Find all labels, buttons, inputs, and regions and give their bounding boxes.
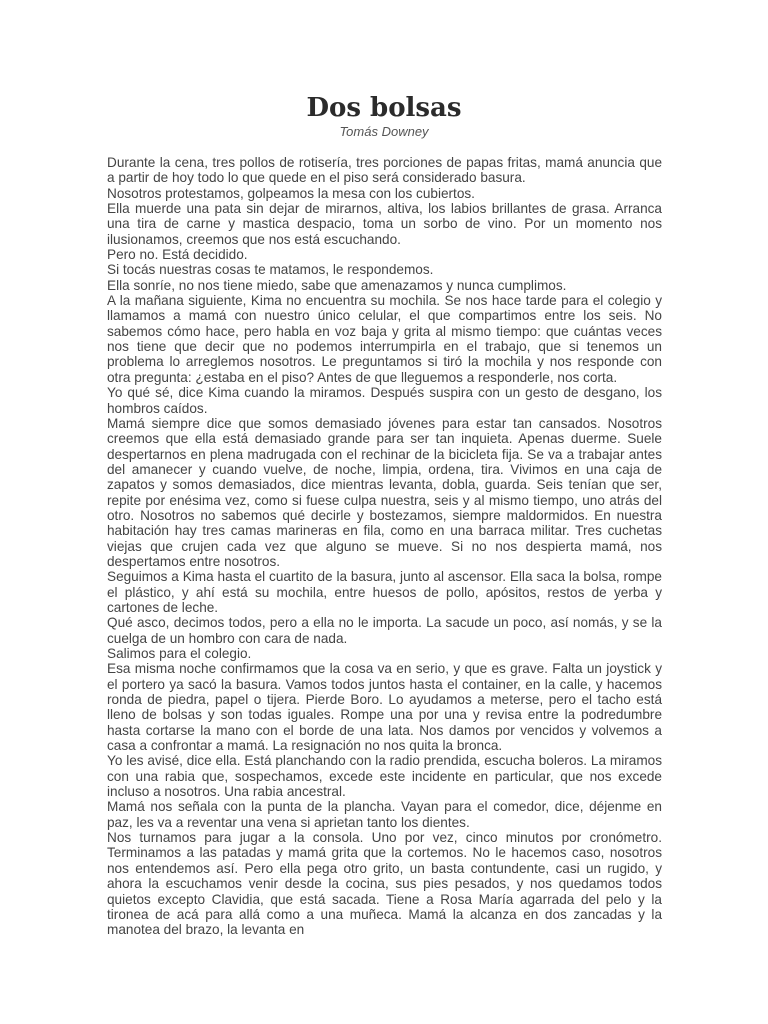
paragraph: Pero no. Está decidido. <box>107 247 248 263</box>
paragraph: Seguimos a Kima hasta el cuartito de la basura, junto al ascensor. Ella saca la bolsa, rompe el plástico, y ahí está su mochila, entre huesos de pollo, apósitos, restos de yerba y cartones de leche. <box>107 569 662 615</box>
paragraph: A la mañana siguiente, Kima no encuentra su mochila. Se nos hace tarde para el colegio y llamamos a mamá con nuestro único celular, el que compartimos entre los seis. No sabemos cómo hace, pero habla en voz baja y grita al mismo tiempo: que cuántas veces nos tiene que decir que no podemos interrumpirla en el trabajo, que si tenemos un problema lo arreglemos nosotros. Le preguntamos si tiró la mochila y nos responde con otra pregunta: ¿estaba en el piso? Antes de que lleguemos a responderle, nos corta. <box>107 293 662 385</box>
paragraph: Salimos para el colegio. <box>107 646 252 661</box>
paragraph: Si tocás nuestras cosas te matamos, le respondemos. <box>107 262 434 278</box>
paragraph: Ella sonríe, no nos tiene miedo, sabe que amenazamos y nunca cumplimos. <box>107 277 567 293</box>
paragraph: Mamá nos señala con la punta de la plancha. Vayan para el comedor, dice, déjenme en paz, les va a reventar una vena si aprietan tanto los dientes. <box>107 799 662 830</box>
document-body <box>107 155 662 938</box>
document-title: Dos bolsas <box>306 93 462 123</box>
paragraph: Mamá siempre dice que somos demasiado jóvenes para estar tan cansados. Nosotros creemos que ella está demasiado grande para ser tan inquieta. Apenas duerme. Suele despertarnos en plena madrugada con el rechinar de la bicicleta fija. Se va a trabajar antes del amanecer y cuando vuelve, de noche, limpia, ordena, tira. Vivimos en una caja de zapatos y somos demasiados, dice mientras levanta, dobla, guarda. Seis tenían que ser, repite por enésima vez, como si fuese culpa nuestra, seis y al mismo tiempo, uno atrás del otro. Nosotros no sabemos qué decirle y bostezamos, siempre maldormidos. En nuestra habitación hay tres camas marineras en fila, como en una barraca militar. Tres cuchetas viejas que crujen cada vez que alguno se mueve. Si no nos despierta mamá, nos despertamos entre nosotros. <box>107 415 662 569</box>
paragraph: Esa misma noche confirmamos que la cosa va en serio, y que es grave. Falta un joystick y el portero ya sacó la basura. Vamos todos juntos hasta el container, en la calle, y hacemos ronda de piedra, papel o tijera. Pierde Boro. Lo ayudamos a meterse, pero el tacho está lleno de bolsas y son todas iguales. Rompe una por una y revisa entre la podredumbre hasta cortarse la mano con el borde de una lata. Nos damos por vencidos y volvemos a casa a confrontar a mamá. La resignación no nos quita la bronca. <box>107 661 662 754</box>
paragraph: Nos turnamos para jugar a la consola. Uno por vez, cinco minutos por cronómetro. Terminamos a las patadas y mamá grita que la cortemos. No le hacemos caso, nosotros nos entendemos así. Pero ella pega otro grito, un basta contundente, casi un rugido, y ahora la escuchamos venir desde la cocina, sus pies pesados, y nos quedamos todos quietos excepto Clavidia, que está sacada. Tiene a Rosa María agarrada del pelo y la tironea de acá para allá como a una muñeca. Mamá la alcanza en dos zancadas y la manotea del brazo, la levanta en <box>107 830 662 938</box>
paragraph: Nosotros protestamos, golpeamos la mesa con los cubiertos. <box>107 185 475 201</box>
paragraph: Ella muerde una pata sin dejar de mirarnos, altiva, los labios brillantes de grasa. Arranca una tira de carne y mastica despacio, toma un sorbo de vino. Por un momento nos ilusionamos, creemos que nos está escuchando. <box>107 201 662 247</box>
paragraph: Durante la cena, tres pollos de rotisería, tres porciones de papas fritas, mamá anuncia que a partir de hoy todo lo que quede en el piso será considerado basura. <box>107 155 662 186</box>
paragraph: Qué asco, decimos todos, pero a ella no le importa. La sacude un poco, así nomás, y se la cuelga de un hombro con cara de nada. <box>107 615 662 646</box>
document-author: Tomás Downey <box>339 124 429 139</box>
paragraph: Yo qué sé, dice Kima cuando la miramos. Después suspira con un gesto de desgano, los hombros caídos. <box>107 385 662 416</box>
paragraph: Yo les avisé, dice ella. Está planchando con la radio prendida, escucha boleros. La miramos con una rabia que, sospechamos, excede este incidente en particular, que nos excede incluso a nosotros. Una rabia ancestral. <box>107 753 662 800</box>
